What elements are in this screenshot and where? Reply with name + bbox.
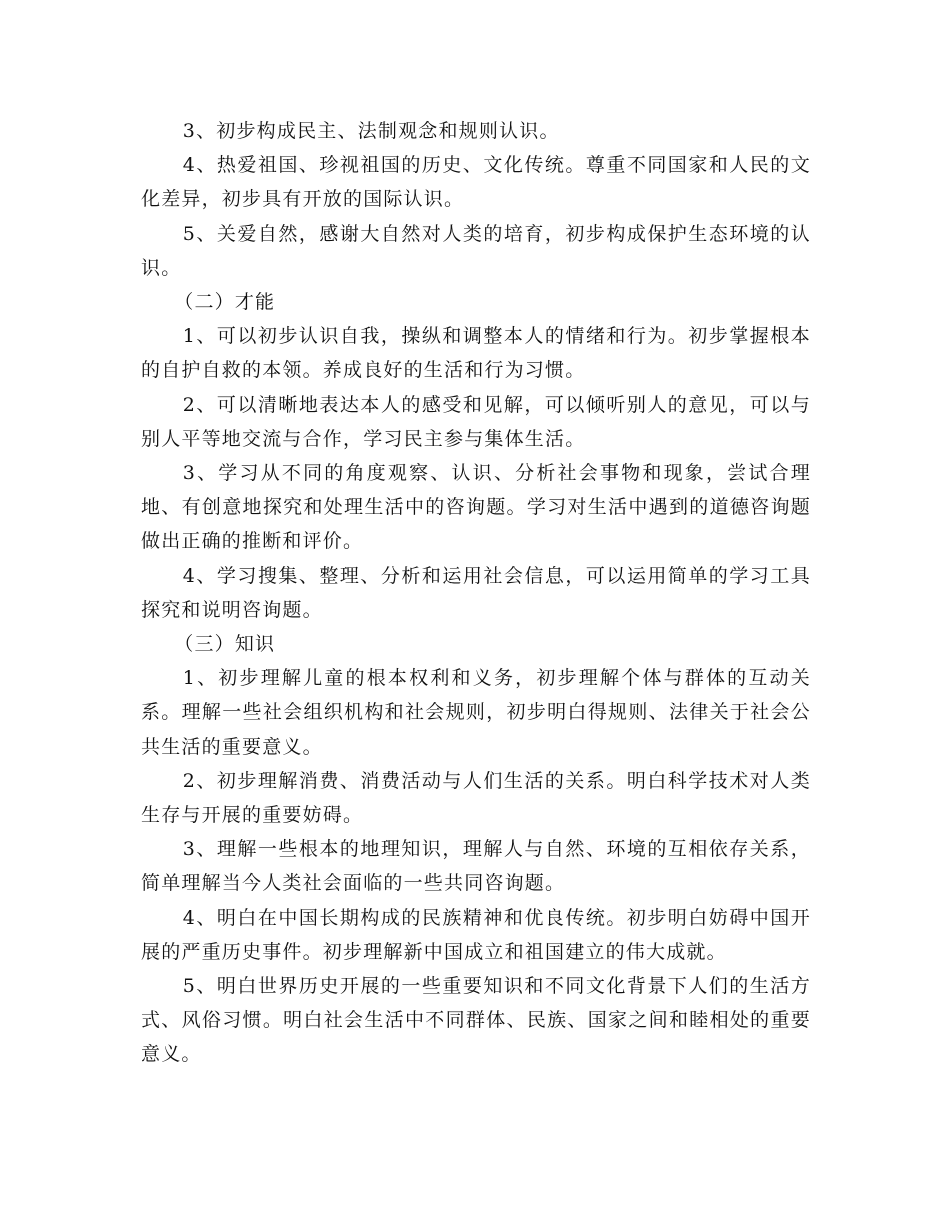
paragraph-self-awareness: 1、可以初步认识自我，操纵和调整本人的情绪和行为。初步掌握根本的自护自救的本领。养成良好的生活和行为习惯。 xyxy=(141,325,811,382)
paragraph-democracy-rules: 3、初步构成民主、法制观念和规则认识。 xyxy=(182,120,560,142)
section-heading-abilities: （二）才能 xyxy=(174,291,276,314)
paragraph-geography: 3、理解一些根本的地理知识，理解人与自然、环境的互相依存关系，简单理解当今人类社会面临的一些共同咨询题。 xyxy=(141,838,811,895)
paragraph-information: 4、学习搜集、整理、分析和运用社会信息，可以运用简单的学习工具探究和说明咨询题。 xyxy=(141,564,811,621)
paragraph-national-spirit: 4、明白在中国长期构成的民族精神和优良传统。初步明白妨碍中国开展的严重历史事件。初步理解新中国成立和祖国建立的伟大成就。 xyxy=(141,906,811,963)
section-heading-knowledge: （三）知识 xyxy=(174,633,276,656)
paragraph-consumption: 2、初步理解消费、消费活动与人们生活的关系。明白科学技术对人类生存与开展的重要妨碍。 xyxy=(141,769,811,827)
paragraph-children-rights: 1、初步理解儿童的根本权利和义务，初步理解个体与群体的互动关系。理解一些社会组织机构和社会规则，初步明白得规则、法律关于社会公共生活的重要意义。 xyxy=(141,667,811,758)
paragraph-love-motherland: 4、热爱祖国、珍视祖国的历史、文化传统。尊重不同国家和人民的文化差异，初步具有开放的国际认识。 xyxy=(141,154,811,211)
paragraph-observation: 3、学习从不同的角度观察、认识、分析社会事物和现象，尝试合理地、有创意地探究和处理生活中的咨询题。学习对生活中遇到的道德咨询题做出正确的推断和评价。 xyxy=(141,462,811,553)
paragraph-world-history: 5、明白世界历史开展的一些重要知识和不同文化背景下人们的生活方式、风俗习惯。明白社会生活中不同群体、民族、国家之间和睦相处的重要意义。 xyxy=(141,975,811,1066)
document-body xyxy=(141,114,811,1072)
paragraph-care-nature: 5、关爱自然，感谢大自然对人类的培育，初步构成保护生态环境的认识。 xyxy=(141,222,811,279)
paragraph-expression: 2、可以清晰地表达本人的感受和见解，可以倾听别人的意见，可以与别人平等地交流与合作，学习民主参与集体生活。 xyxy=(141,393,811,450)
